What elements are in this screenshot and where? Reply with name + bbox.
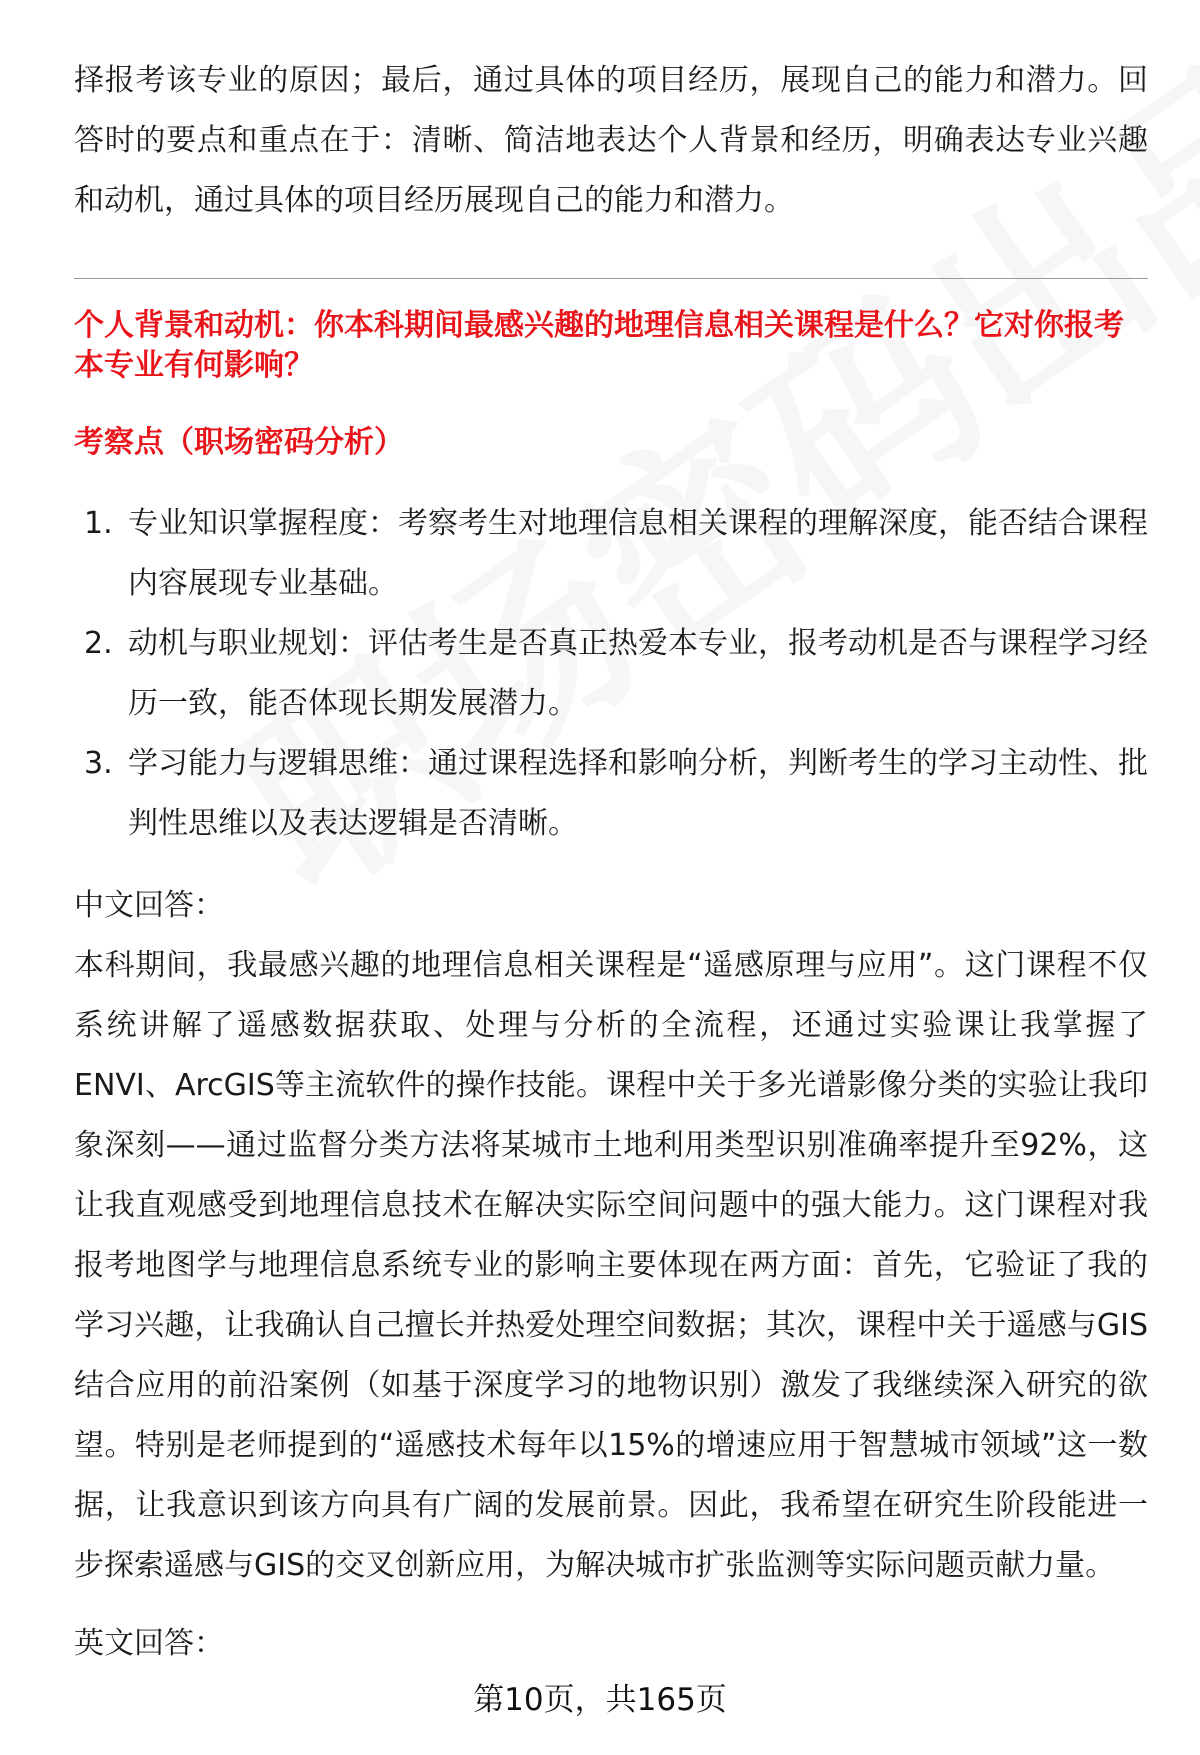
list-item-text: 专业知识掌握程度：考察考生对地理信息相关课程的理解深度，能否结合课程内容展现专业基础。 bbox=[128, 506, 1148, 601]
list-item bbox=[74, 614, 1148, 734]
assessment-points-list bbox=[74, 494, 1148, 854]
list-item bbox=[74, 494, 1148, 614]
intro-paragraph: 择报考该专业的原因；最后，通过具体的项目经历，展现自己的能力和潜力。回答时的要点和重点在于：清晰、简洁地表达个人背景和经历，明确表达专业兴趣和动机，通过具体的项目经历展现自己的能力和潜力。 bbox=[74, 63, 1148, 218]
list-item-number: 3. bbox=[84, 746, 113, 781]
list-item-number: 1. bbox=[84, 506, 113, 541]
section-divider bbox=[74, 278, 1148, 279]
assessment-points-heading: 考察点（职场密码分析） bbox=[74, 425, 404, 460]
chinese-answer-paragraph: 本科期间，我最感兴趣的地理信息相关课程是“遥感原理与应用”。这门课程不仅系统讲解了遥感数据获取、处理与分析的全流程，还通过实验课让我掌握了ENVI、ArcGIS等主流软件的操作技能。课程中关于多光谱影像分类的实验让我印象深刻——通过监督分类方法将某城市土地利用类型识别准确率提升至92%，这让我直观感受到地理信息技术在解决实际空间问题中的强大能力。这门课程对我报考地图学与地理信息系统专业的影响主要体现在两方面：首先，它验证了我的学习兴趣，让我确认自己擅长并热爱处理空间数据；其次，课程中关于遥感与GIS结合应用的前沿案例（如基于深度学习的地物识别）激发了我继续深入研究的欲望。特别是老师提到的“遥感技术每年以15%的增速应用于智慧城市领域”这一数据，让我意识到该方向具有广阔的发展前景。因此，我希望在研究生阶段能进一步探索遥感与GIS的交叉创新应用，为解决城市扩张监测等实际问题贡献力量。 bbox=[74, 948, 1148, 1583]
english-answer-label: 英文回答： bbox=[74, 1626, 224, 1661]
question-heading: 个人背景和动机：你本科期间最感兴趣的地理信息相关课程是什么？它对你报考本专业有何影响？ bbox=[74, 308, 1124, 383]
list-item bbox=[74, 734, 1148, 854]
list-item-text: 学习能力与逻辑思维：通过课程选择和影响分析，判断考生的学习主动性、批判性思维以及表达逻辑是否清晰。 bbox=[128, 746, 1148, 841]
list-item-text: 动机与职业规划：评估考生是否真正热爱本专业，报考动机是否与课程学习经历一致，能否体现长期发展潜力。 bbox=[128, 626, 1148, 721]
list-item-number: 2. bbox=[84, 626, 113, 661]
page-number-footer: 第10页，共165页 bbox=[473, 1682, 727, 1718]
chinese-answer-label: 中文回答： bbox=[74, 888, 224, 923]
